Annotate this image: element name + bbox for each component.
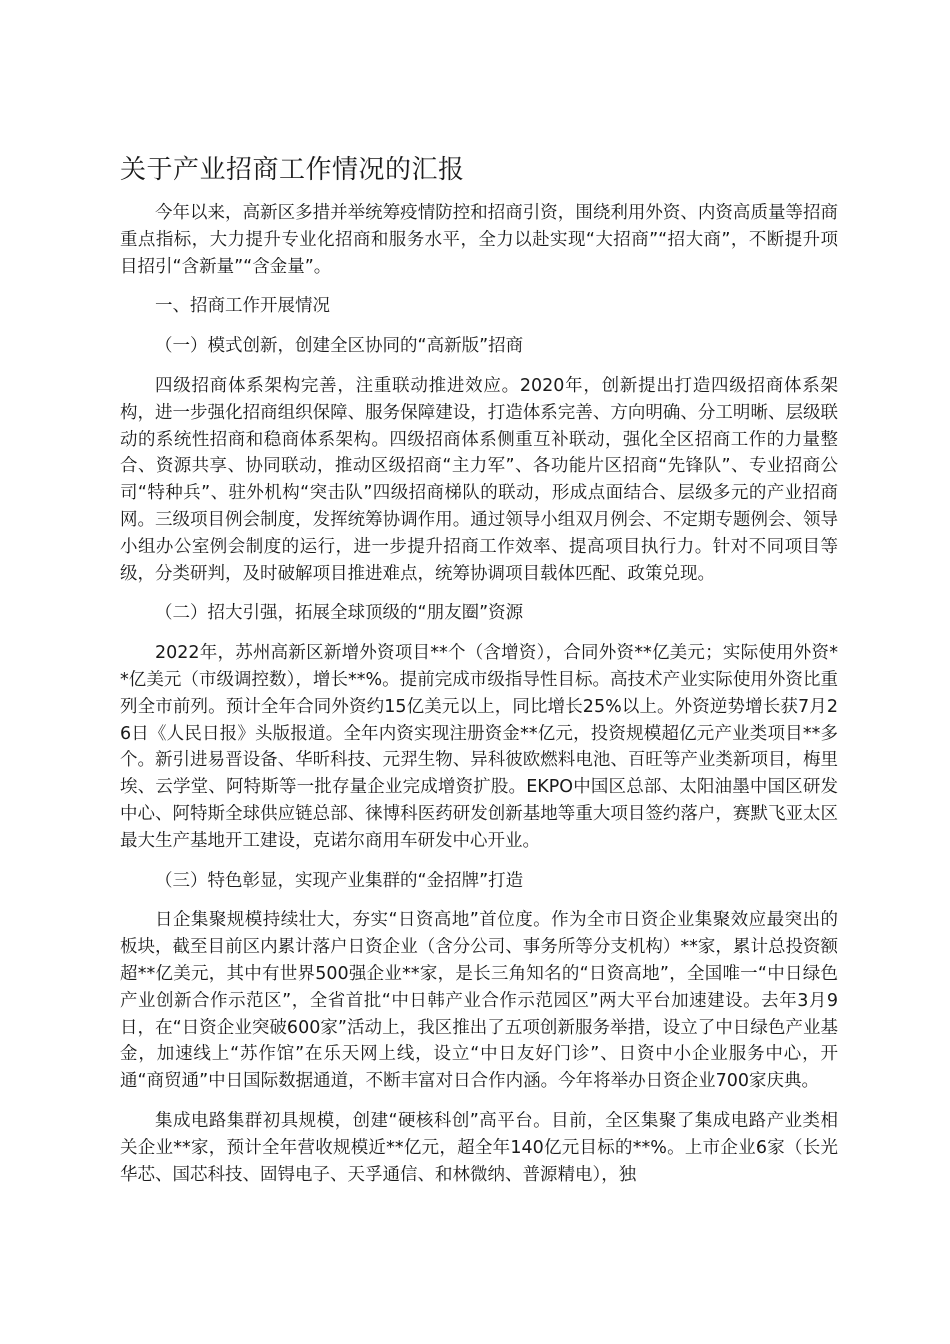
subsection-2-paragraph: 2022年，苏州高新区新增外资项目**个（含增资），合同外资**亿美元；实际使用外资**亿美元（市级调控数），增长**%。提前完成市级指导性目标。高技术产业实际使用外资比重列全市前列。预计全年合同外资约15亿美元以上，同比增长25%以上。外资逆势增长获7月26日《人民日报》头版报道。全年内资实现注册资金**亿元，投资规模超亿元产业类项目**多个。新引进易晋设备、华昕科技、元羿生物、异科彼欧燃料电池、百旺等产业类新项目，梅里埃、云学堂、阿特斯等一批存量企业完成增资扩股。EKPO中国区总部、太阳油墨中国区研发中心、阿特斯全球供应链总部、徕博科医药研发创新基地等重大项目签约落户，赛默飞亚太区最大生产基地开工建设，克诺尔商用车研发中心开业。: [120, 643, 838, 851]
subsection-heading-3: （三）特色彰显，实现产业集群的“金招牌”打造: [155, 870, 524, 891]
intro-paragraph: 今年以来，高新区多措并举统筹疫情防控和招商引资，围绕利用外资、内资高质量等招商重点指标，大力提升专业化招商和服务水平，全力以赴实现“大招商”“招大商”，不断提升项目招引“含新量”“含金量”。: [120, 203, 838, 277]
subsection-heading-2: （二）招大引强，拓展全球顶级的“朋友圈”资源: [155, 603, 524, 624]
subsection-1-paragraph: 四级招商体系架构完善，注重联动推进效应。2020年，创新提出打造四级招商体系架构，进一步强化招商组织保障、服务保障建设，打造体系完善、方向明确、分工明晰、层级联动的系统性招商和稳商体系架构。四级招商体系侧重互补联动，强化全区招商工作的力量整合、资源共享、协同联动，推动区级招商“主力军”、各功能片区招商“先锋队”、专业招商公司“特种兵”、驻外机构“突击队”四级招商梯队的联动，形成点面结合、层级多元的产业招商网。三级项目例会制度，发挥统筹协调作用。通过领导小组双月例会、不定期专题例会、领导小组办公室例会制度的运行，进一步提升招商工作效率、提高项目执行力。针对不同项目等级，分类研判，及时破解项目推进难点，统筹协调项目载体匹配、政策兑现。: [120, 375, 838, 584]
document-title: 关于产业招商工作情况的汇报: [120, 155, 465, 185]
document-body: [120, 150, 838, 1201]
subsection-3-paragraph-2: 集成电路集群初具规模，创建“硬核科创”高平台。目前，全区集聚了集成电路产业类相关企业**家，预计全年营收规模近**亿元，超全年140亿元目标的**%。上市企业6家（长光华芯、国芯科技、固锝电子、天孚通信、和林微纳、普源精电），独: [120, 1110, 838, 1185]
subsection-heading-1: （一）模式创新，创建全区协同的“高新版”招商: [155, 336, 524, 357]
subsection-3-paragraph-1: 日企集聚规模持续壮大，夯实“日资高地”首位度。作为全市日资企业集聚效应最突出的板块，截至目前区内累计落户日资企业（含分公司、事务所等分支机构）**家，累计总投资额超**亿美元，其中有世界500强企业**家，是长三角知名的“日资高地”，全国唯一“中日绿色产业创新合作示范区”，全省首批“中日韩产业合作示范园区”两大平台加速建设。去年3月9日，在“日资企业突破600家”活动上，我区推出了五项创新服务举措，设立了中日绿色产业基金，加速线上“苏作馆”在乐天网上线，设立“中日友好门诊”、日资中小企业服务中心，开通“商贸通”中日国际数据通道，不断丰富对日合作内涵。今年将举办日资企业700家庆典。: [120, 910, 838, 1092]
section-heading-1: 一、招商工作开展情况: [155, 296, 330, 317]
